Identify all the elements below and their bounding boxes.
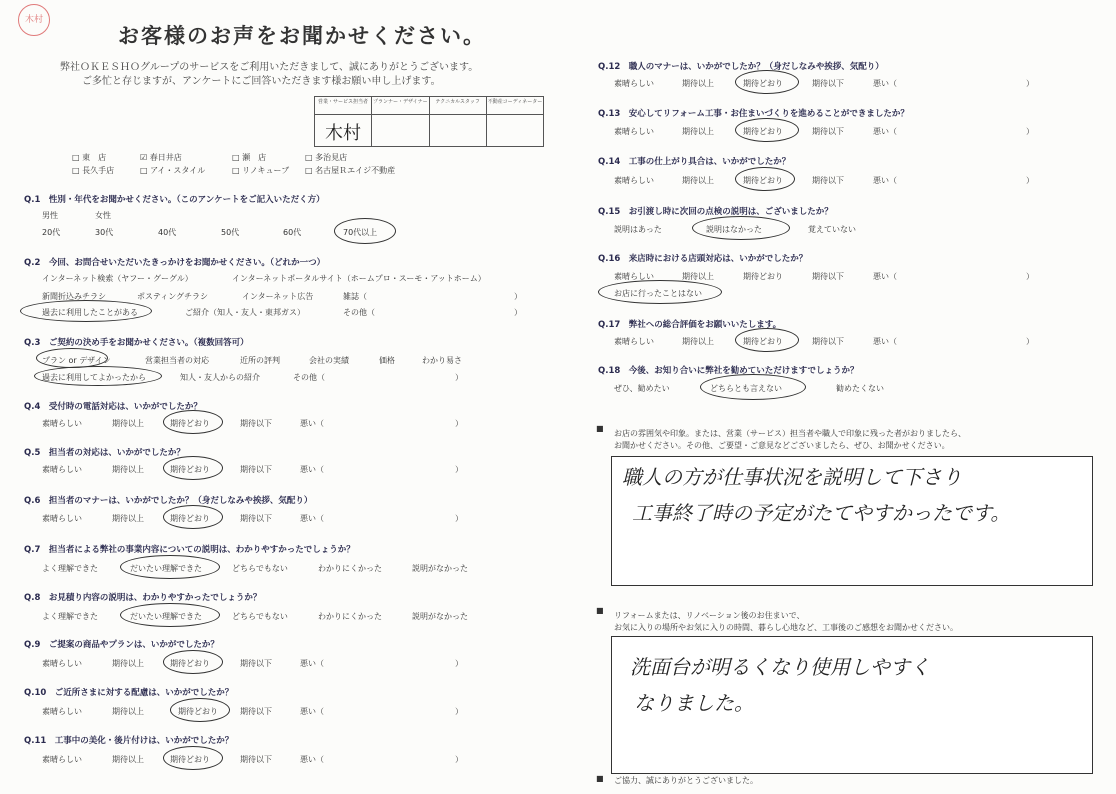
rating-above[interactable]: 期待以上: [682, 127, 714, 136]
rating-bad[interactable]: 悪い（: [873, 272, 897, 281]
rating-bad[interactable]: 悪い（: [300, 419, 324, 428]
comment1-box[interactable]: [611, 456, 1093, 586]
option-track-record[interactable]: 会社の実績: [309, 356, 349, 365]
comment2-prompt-line-2: お気に入りの場所やお気に入りの時間、暮らし心地など、工事後のご感想をお聞かせください。: [614, 623, 958, 632]
paren-close: ）: [514, 308, 522, 317]
understand-neutral[interactable]: どちらでもない: [232, 564, 288, 573]
question-14: Q.14 工事の仕上がり具合は、いかがでしたか？: [598, 157, 791, 167]
question-3: Q.3 ご契約の決め手をお聞かせください。（複数回答可）: [24, 338, 249, 348]
rating-bad[interactable]: 悪い（: [873, 79, 897, 88]
staff-cell-technical: [429, 115, 486, 147]
answer-circle-q11: [163, 746, 223, 770]
option-magazine[interactable]: 雑誌（: [343, 292, 367, 301]
answer-circle-q12: [735, 70, 799, 94]
question-2: Q.2 今回、お問合せいただいたきっかけをお聞かせください。（どれか一つ）: [24, 258, 326, 268]
rating-above[interactable]: 期待以上: [112, 419, 144, 428]
store-checkbox-nagoya-r-age[interactable]: □ 名古屋Ｒエイジ不動産: [305, 166, 396, 175]
option-internet-ad[interactable]: インターネット広告: [242, 292, 314, 301]
rating-bad[interactable]: 悪い（: [300, 755, 324, 764]
paren-close: ）: [455, 514, 463, 523]
staff-header-realestate: 不動産コーディネーター: [486, 97, 544, 115]
rating-as-expected[interactable]: 期待どおり: [170, 755, 210, 764]
page-title: お客様のお声をお聞かせください。: [118, 24, 486, 48]
paren-close: ）: [455, 465, 463, 474]
rating-excellent[interactable]: 素晴らしい: [42, 465, 82, 474]
store-checkbox-tajimi[interactable]: □ 多治見店: [305, 153, 348, 162]
question-8: Q.8 お見積り内容の説明は、わかりやすかったでしょうか？: [24, 593, 262, 603]
option-explained[interactable]: 説明はあった: [614, 225, 662, 234]
option-definitely-recommend[interactable]: ぜひ、勧めたい: [614, 384, 670, 393]
rating-excellent[interactable]: 素晴らしい: [42, 514, 82, 523]
option-not-recommend[interactable]: 勧めたくない: [836, 384, 884, 393]
rating-as-expected[interactable]: 期待どおり: [743, 127, 783, 136]
option-friend-referral[interactable]: 知人・友人からの紹介: [180, 373, 260, 382]
rating-bad[interactable]: 悪い（: [300, 707, 324, 716]
answer-circle-q8: [120, 603, 220, 627]
rating-below[interactable]: 期待以下: [240, 659, 272, 668]
question-17: Q.17 弊社への総合評価をお願いいたします。: [598, 320, 782, 330]
rating-above[interactable]: 期待以上: [112, 659, 144, 668]
rating-as-expected[interactable]: 期待どおり: [178, 707, 218, 716]
rating-above[interactable]: 期待以上: [112, 465, 144, 474]
answer-circle-q15: [692, 216, 790, 240]
store-checkbox-higashi[interactable]: □ 東 店: [72, 153, 107, 162]
rating-bad[interactable]: 悪い（: [873, 127, 897, 136]
option-newspaper-flyer[interactable]: 新聞折込みチラシ: [42, 292, 106, 301]
rating-below[interactable]: 期待以下: [812, 176, 844, 185]
rating-below[interactable]: 期待以下: [240, 465, 272, 474]
option-neutral[interactable]: どちらとも言えない: [710, 384, 782, 393]
comment1-prompt-line-2: お聞かせください。その他、ご要望・ご意見などございましたら、ぜひ、お聞かせください。: [614, 441, 950, 450]
rating-excellent[interactable]: 素晴らしい: [42, 707, 82, 716]
rating-excellent[interactable]: 素晴らしい: [42, 419, 82, 428]
seal-stamp: [18, 4, 50, 36]
option-age-60s[interactable]: 60代: [283, 228, 302, 237]
paren-close: ）: [455, 755, 463, 764]
understand-mostly[interactable]: だいたい理解できた: [130, 612, 202, 621]
comment1-answer-line-1: 職人の方が仕事状況を説明して下さり: [622, 465, 962, 489]
option-referral[interactable]: ご紹介（知人・友人・東邦ガス）: [185, 308, 305, 317]
thanks-text: ご協力、誠にありがとうございました。: [614, 776, 758, 785]
staff-cell-realestate: [486, 115, 544, 147]
option-not-explained[interactable]: 説明はなかった: [706, 225, 762, 234]
comment1-bullet: ■: [596, 424, 604, 433]
store-label: 多治見店: [315, 153, 348, 162]
option-male[interactable]: 男性: [42, 211, 58, 220]
paren-close: ）: [1026, 176, 1034, 185]
store-checkbox-istyle[interactable]: □ アイ・スタイル: [140, 166, 206, 175]
staff-header-planner: プランナー・デザイナー: [372, 97, 430, 115]
option-age-30s[interactable]: 30代: [95, 228, 114, 237]
paren-close: ）: [455, 707, 463, 716]
rating-below[interactable]: 期待以下: [240, 707, 272, 716]
comment2-answer-line-2: なりました。: [634, 691, 754, 715]
rating-excellent[interactable]: 素晴らしい: [614, 337, 654, 346]
option-dont-remember[interactable]: 覚えていない: [808, 225, 856, 234]
question-18: Q.18 今後、お知り合いに弊社を勧めていただけますでしょうか？: [598, 366, 859, 376]
answer-circle-q7: [120, 555, 220, 579]
comment1-answer-line-2: 工事終了時の予定がたてやすかったです。: [632, 501, 1011, 525]
rating-as-expected[interactable]: 期待どおり: [743, 176, 783, 185]
answer-circle-q3b: [34, 366, 162, 386]
answer-circle-q9: [163, 650, 223, 674]
rating-as-expected[interactable]: 期待どおり: [170, 465, 210, 474]
answer-circle-q2: [20, 300, 152, 322]
rating-above[interactable]: 期待以上: [682, 337, 714, 346]
store-label: アイ・スタイル: [150, 166, 206, 175]
rating-as-expected[interactable]: 期待どおり: [170, 514, 210, 523]
rating-below[interactable]: 期待以下: [812, 272, 844, 281]
question-1: Q.1 性別・年代をお聞かせください。（このアンケートをご記入いただく方）: [24, 195, 325, 205]
rating-above[interactable]: 期待以上: [112, 514, 144, 523]
rating-bad[interactable]: 悪い（: [300, 465, 324, 474]
store-checkbox-kasugai[interactable]: ☑ 春日井店: [140, 153, 182, 162]
comment2-box[interactable]: [611, 636, 1093, 774]
answer-circle-q18: [700, 374, 806, 400]
store-checkbox-nagakute[interactable]: □ 長久手店: [72, 166, 115, 175]
store-label: 東 店: [82, 153, 107, 162]
rating-excellent[interactable]: 素晴らしい: [614, 176, 654, 185]
paren-close: ）: [514, 292, 522, 301]
rating-bad[interactable]: 悪い（: [300, 659, 324, 668]
comment2-prompt-line-1: リフォームまたは、リノベーション後のお住まいで、: [614, 611, 805, 620]
option-age-20s[interactable]: 20代: [42, 228, 61, 237]
thanks-bullet: ■: [596, 774, 604, 783]
rating-excellent[interactable]: 素晴らしい: [614, 272, 654, 281]
option-price[interactable]: 価格: [379, 356, 395, 365]
option-other[interactable]: その他（: [293, 373, 325, 382]
option-posting-flyer[interactable]: ポスティングチラシ: [137, 292, 209, 301]
store-checkbox-renocube[interactable]: □ リノキューブ: [232, 166, 290, 175]
rating-below[interactable]: 期待以下: [240, 419, 272, 428]
store-checkbox-seto[interactable]: □ 瀬 店: [232, 153, 267, 162]
answer-circle-q3a: [36, 348, 108, 368]
rating-excellent[interactable]: 素晴らしい: [42, 755, 82, 764]
rating-above[interactable]: 期待以上: [112, 755, 144, 764]
rating-below[interactable]: 期待以下: [240, 755, 272, 764]
answer-circle-q14: [735, 167, 795, 191]
paren-close: ）: [455, 373, 463, 382]
question-16: Q.16 来店時における店頭対応は、いかがでしたか？: [598, 254, 808, 264]
question-7: Q.7 担当者による弊社の事業内容についての説明は、わかりやすかったでしょうか？: [24, 545, 355, 555]
question-4: Q.4 受付時の電話対応は、いかがでしたか？: [24, 402, 202, 412]
option-age-50s[interactable]: 50代: [221, 228, 240, 237]
rating-above[interactable]: 期待以上: [112, 707, 144, 716]
option-good-past-experience[interactable]: 過去に利用してよかったから: [42, 373, 146, 382]
staff-cell-sales: [315, 115, 372, 147]
option-other[interactable]: その他（: [343, 308, 375, 317]
option-age-70plus[interactable]: 70代以上: [343, 228, 378, 237]
intro-line-2: ご多忙と存じますが、アンケートにご回答いただきます様お願い申し上げます。: [82, 76, 441, 87]
rating-below[interactable]: 期待以下: [812, 127, 844, 136]
rating-bad[interactable]: 悪い（: [873, 176, 897, 185]
rating-below[interactable]: 期待以下: [812, 79, 844, 88]
answer-circle-q17: [735, 328, 799, 352]
comment2-answer-line-1: 洗面台が明るくなり使用しやすく: [630, 655, 930, 679]
comment2-bullet: ■: [596, 606, 604, 615]
paren-close: ）: [455, 659, 463, 668]
question-10: Q.10 ご近所さまに対する配慮は、いかがでしたか？: [24, 688, 234, 698]
question-6: Q.6 担当者のマナーは、いかがでしたか？（身だしなみや挨拶、気配り）: [24, 496, 313, 506]
rating-excellent[interactable]: 素晴らしい: [42, 659, 82, 668]
staff-name-sales: 木村: [325, 123, 361, 144]
answer-circle-q16: [598, 280, 722, 304]
option-plan-design[interactable]: プラン or デザイン: [42, 356, 111, 365]
rating-above[interactable]: 期待以上: [682, 79, 714, 88]
rating-as-expected[interactable]: 期待どおり: [743, 337, 783, 346]
option-internet-search[interactable]: インターネット検索（ヤフー・グーグル）: [42, 274, 193, 283]
option-used-before[interactable]: 過去に利用したことがある: [42, 308, 138, 317]
rating-above[interactable]: 期待以上: [682, 176, 714, 185]
question-11: Q.11 工事中の美化・後片付けは、いかがでしたか？: [24, 736, 234, 746]
option-portal-site[interactable]: インターネットポータルサイト（ホームプロ・スーモ・アットホーム）: [232, 274, 486, 283]
question-12: Q.12 職人のマナーは、いかがでしたか？（身だしなみや挨拶、気配り）: [598, 62, 884, 72]
option-never-visited[interactable]: お店に行ったことはない: [614, 289, 702, 298]
store-label: 春日井店: [149, 153, 182, 162]
paren-close: ）: [1026, 272, 1034, 281]
answer-circle-q6: [163, 505, 223, 529]
answer-circle-q13: [735, 118, 799, 142]
rating-as-expected[interactable]: 期待どおり: [170, 419, 210, 428]
option-reputation[interactable]: 近所の評判: [240, 356, 280, 365]
staff-table: [314, 96, 544, 147]
option-age-40s[interactable]: 40代: [158, 228, 177, 237]
intro-line-1: 弊社ＯＫＥＳＨＯグループのサービスをご利用いただきまして、誠にありがとうございます。: [60, 62, 479, 73]
question-9: Q.9 ご提案の商品やプランは、いかがでしたか？: [24, 640, 219, 650]
understand-mostly[interactable]: だいたい理解できた: [130, 564, 202, 573]
option-clarity[interactable]: わかり易さ: [422, 356, 462, 365]
understand-hard[interactable]: わかりにくかった: [318, 612, 382, 621]
answer-circle-q10: [170, 698, 230, 722]
stamp-text: 木村: [24, 15, 43, 25]
answer-circle-q4: [163, 410, 223, 434]
rating-as-expected[interactable]: 期待どおり: [743, 79, 783, 88]
store-label: 長久手店: [82, 166, 115, 175]
rating-excellent[interactable]: 素晴らしい: [614, 127, 654, 136]
question-5: Q.5 担当者の対応は、いかがでしたか？: [24, 448, 185, 458]
rating-as-expected[interactable]: 期待どおり: [743, 272, 783, 281]
understand-well[interactable]: よく理解できた: [42, 612, 98, 621]
rating-bad[interactable]: 悪い（: [300, 514, 324, 523]
answer-circle-q1: [334, 218, 396, 244]
rating-below[interactable]: 期待以下: [812, 337, 844, 346]
answer-circle-q5: [163, 456, 223, 480]
paren-close: ）: [1026, 79, 1034, 88]
understand-none[interactable]: 説明がなかった: [412, 612, 468, 621]
paren-close: ）: [455, 419, 463, 428]
option-sales-response[interactable]: 営業担当者の対応: [145, 356, 209, 365]
paren-close: ）: [1026, 127, 1034, 136]
staff-header-technical: テクニカルスタッフ: [429, 97, 486, 115]
staff-header-sales: 営業・サービス担当者: [315, 97, 372, 115]
option-female[interactable]: 女性: [95, 211, 111, 220]
store-label: 瀬 店: [242, 153, 267, 162]
understand-hard[interactable]: わかりにくかった: [318, 564, 382, 573]
rating-bad[interactable]: 悪い（: [873, 337, 897, 346]
rating-excellent[interactable]: 素晴らしい: [614, 79, 654, 88]
rating-as-expected[interactable]: 期待どおり: [170, 659, 210, 668]
question-15: Q.15 お引渡し時に次回の点検の説明は、ございましたか？: [598, 207, 833, 217]
comment1-prompt-line-1: お店の雰囲気や印象。または、営業（サービス）担当者や職人で印象に残った者がおりましたら、: [614, 429, 966, 438]
rating-below[interactable]: 期待以下: [240, 514, 272, 523]
store-label: 名古屋Ｒエイジ不動産: [315, 166, 396, 175]
store-label: リノキューブ: [242, 166, 290, 175]
understand-well[interactable]: よく理解できた: [42, 564, 98, 573]
understand-none[interactable]: 説明がなかった: [412, 564, 468, 573]
understand-neutral[interactable]: どちらでもない: [232, 612, 288, 621]
staff-cell-planner: [372, 115, 430, 147]
paren-close: ）: [1026, 337, 1034, 346]
rating-above[interactable]: 期待以上: [682, 272, 714, 281]
question-13: Q.13 安心してリフォーム工事・お住まいづくりを進めることができましたか？: [598, 109, 909, 119]
